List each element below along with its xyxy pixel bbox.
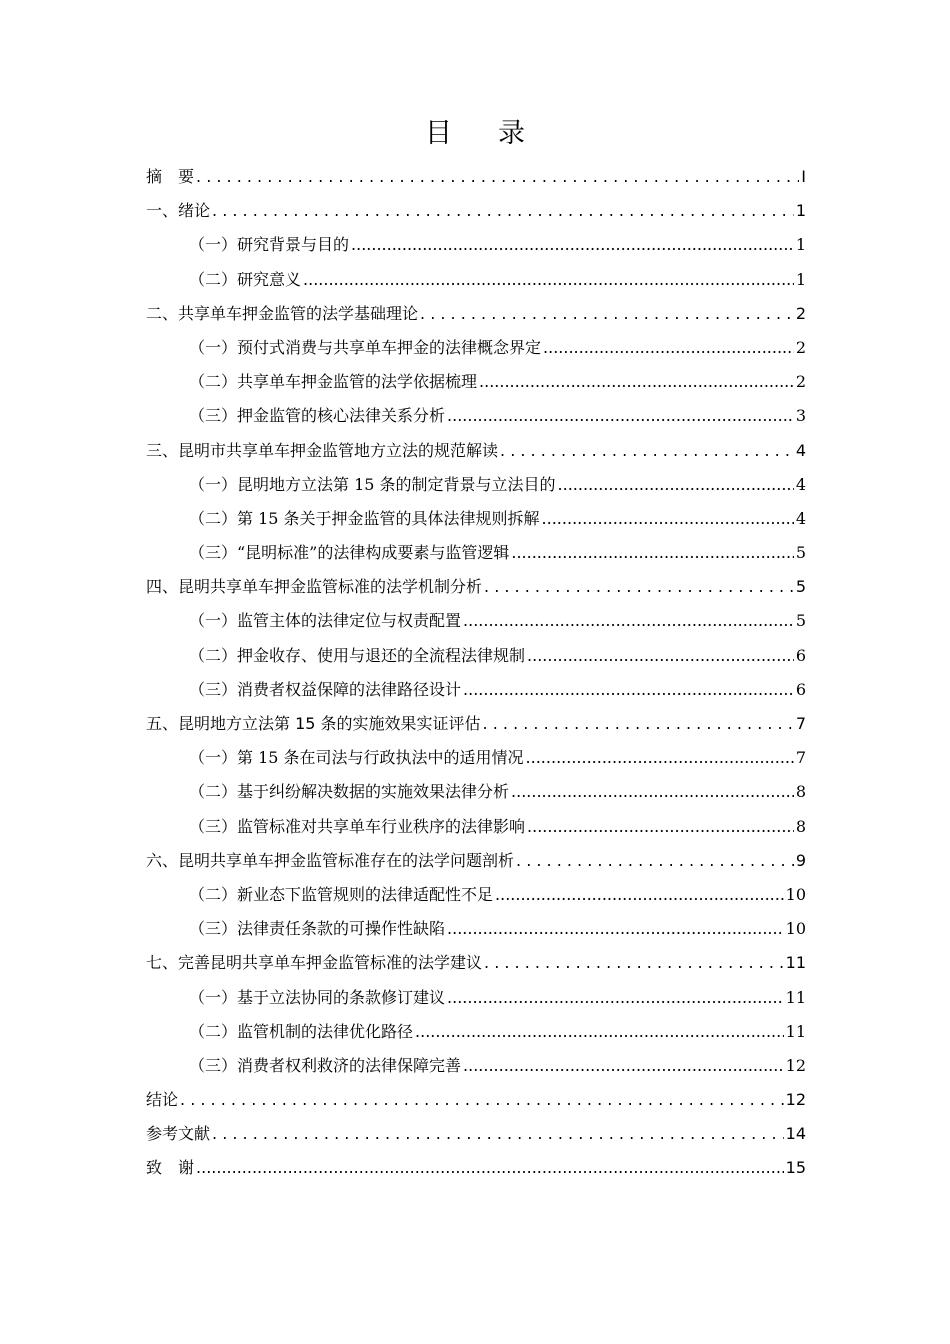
toc-entry-page: 12 (785, 1090, 806, 1110)
toc-entry[interactable] (146, 775, 806, 809)
dot-leader (447, 912, 784, 946)
toc-entry-page: 1 (795, 269, 806, 289)
toc-entry-label: （一）第 15 条在司法与行政执法中的适用情况 (189, 748, 524, 768)
dot-leader (463, 604, 794, 638)
toc-entry-label: 摘 要 (146, 167, 195, 186)
toc-entry[interactable] (146, 810, 806, 844)
toc-entry-page: 8 (795, 782, 806, 802)
toc-entry-label: 四、昆明共享单车押金监管标准的法学机制分析 (146, 577, 483, 597)
toc-entry-label: （二）新业态下监管规则的法律适配性不足 (189, 884, 494, 904)
dot-leader (558, 468, 794, 502)
toc-entry-page: 15 (785, 1158, 806, 1178)
dot-leader (420, 297, 794, 331)
toc-entry-label: （一）监管主体的法律定位与权责配置 (189, 611, 462, 631)
toc-entry-page: 11 (785, 987, 806, 1007)
toc-entry-label: （三）监管标准对共享单车行业秩序的法律影响 (189, 816, 526, 836)
toc-entry[interactable] (146, 673, 806, 707)
toc-entry-label: （一）基于立法协同的条款修订建议 (189, 987, 446, 1007)
toc-entry[interactable] (146, 1117, 806, 1151)
dot-leader (484, 570, 794, 604)
dot-leader (196, 160, 799, 194)
toc-entry-label: （三）“昆明标准”的法律构成要素与监管逻辑 (189, 543, 510, 563)
toc-entry-label: （一）昆明地方立法第 15 条的制定背景与立法目的 (189, 474, 556, 494)
toc-entry[interactable] (146, 946, 806, 980)
toc-entry-label: 一、绪论 (146, 201, 211, 221)
toc-entry-label: （二）研究意义 (189, 269, 302, 289)
toc-entry[interactable] (146, 263, 806, 297)
dot-leader (212, 1117, 784, 1151)
toc-entry[interactable] (146, 194, 806, 228)
toc-entry[interactable] (146, 536, 806, 570)
toc-entry-page: 6 (795, 679, 806, 699)
toc-entry-page: 7 (795, 714, 806, 733)
toc-list (146, 160, 806, 1186)
toc-entry[interactable] (146, 434, 806, 468)
toc-entry-page: 6 (795, 645, 806, 665)
toc-entry-label: 致 谢 (146, 1158, 195, 1178)
dot-leader (447, 399, 794, 433)
dot-leader (484, 946, 784, 980)
toc-entry-page: 5 (795, 543, 806, 563)
toc-entry[interactable] (146, 844, 806, 878)
dot-leader (479, 365, 794, 399)
dot-leader (463, 1049, 784, 1083)
toc-entry[interactable] (146, 365, 806, 399)
dot-leader (516, 844, 794, 878)
toc-entry[interactable] (146, 912, 806, 946)
toc-entry[interactable] (146, 331, 806, 365)
dot-leader (463, 673, 794, 707)
toc-entry[interactable] (146, 228, 806, 262)
toc-entry-label: 七、完善昆明共享单车押金监管标准的法学建议 (146, 953, 483, 973)
dot-leader (180, 1083, 784, 1117)
dot-leader (526, 741, 794, 775)
dot-leader (511, 775, 794, 809)
toc-entry-page: 2 (795, 337, 806, 357)
toc-entry[interactable] (146, 1083, 806, 1117)
toc-entry-page: 4 (795, 508, 806, 528)
toc-entry-page: 8 (795, 816, 806, 836)
toc-entry-page: 11 (785, 1021, 806, 1041)
toc-entry-page: 5 (795, 611, 806, 631)
toc-entry-label: 五、昆明地方立法第 15 条的实施效果实证评估 (146, 714, 481, 733)
dot-leader (495, 878, 784, 912)
toc-entry[interactable] (146, 741, 806, 775)
toc-entry[interactable] (146, 981, 806, 1015)
toc-entry[interactable] (146, 468, 806, 502)
toc-entry-label: 三、昆明市共享单车押金监管地方立法的规范解读 (146, 440, 499, 460)
toc-entry-label: （二）监管机制的法律优化路径 (189, 1021, 414, 1041)
toc-entry-label: （三）消费者权利救济的法律保障完善 (189, 1055, 462, 1075)
dot-leader (543, 331, 794, 365)
toc-entry-page: 3 (795, 406, 806, 426)
toc-entry[interactable] (146, 297, 806, 331)
toc-entry[interactable] (146, 570, 806, 604)
toc-entry-label: 六、昆明共享单车押金监管标准存在的法学问题剖析 (146, 850, 515, 870)
toc-entry-page: 2 (795, 303, 806, 323)
toc-entry-page: 4 (795, 474, 806, 494)
toc-entry[interactable] (146, 1015, 806, 1049)
toc-entry-label: （二）基于纠纷解决数据的实施效果法律分析 (189, 782, 510, 802)
dot-leader (542, 502, 794, 536)
toc-entry-label: （二）押金收存、使用与退还的全流程法律规制 (189, 645, 526, 665)
toc-entry-page: 7 (795, 748, 806, 768)
dot-leader (527, 810, 794, 844)
dot-leader (500, 434, 794, 468)
toc-entry-label: （三）法律责任条款的可操作性缺陷 (189, 919, 446, 939)
dot-leader (483, 707, 794, 741)
toc-entry-page: 2 (795, 372, 806, 392)
toc-entry[interactable] (146, 399, 806, 433)
toc-entry-label: （一）预付式消费与共享单车押金的法律概念界定 (189, 337, 542, 357)
toc-entry-label: 二、共享单车押金监管的法学基础理论 (146, 303, 419, 323)
toc-entry-page: I (801, 167, 806, 186)
toc-entry[interactable] (146, 639, 806, 673)
dot-leader (212, 194, 794, 228)
toc-entry-label: （二）第 15 条关于押金监管的具体法律规则拆解 (189, 508, 540, 528)
toc-entry-page: 4 (795, 440, 806, 460)
toc-entry-label: （二）共享单车押金监管的法学依据梳理 (189, 372, 478, 392)
toc-entry-label: （三）押金监管的核心法律关系分析 (189, 406, 446, 426)
dot-leader (511, 536, 793, 570)
toc-entry-page: 10 (785, 919, 806, 939)
toc-entry[interactable] (146, 1151, 806, 1185)
toc-entry[interactable] (146, 604, 806, 638)
toc-entry-label: （一）研究背景与目的 (189, 235, 350, 255)
toc-entry-page: 1 (795, 235, 806, 255)
toc-entry-label: （三）消费者权益保障的法律路径设计 (189, 679, 462, 699)
toc-entry-page: 10 (785, 884, 806, 904)
dot-leader (415, 1015, 784, 1049)
dot-leader (303, 263, 794, 297)
toc-entry-page: 1 (795, 201, 806, 221)
toc-entry-label: 参考文献 (146, 1124, 211, 1144)
toc-entry[interactable] (146, 502, 806, 536)
toc-entry-page: 14 (785, 1124, 806, 1144)
dot-leader (196, 1151, 784, 1185)
toc-entry-page: 11 (785, 953, 806, 973)
toc-entry-label: 结论 (146, 1090, 179, 1110)
toc-entry[interactable] (146, 1049, 806, 1083)
toc-entry[interactable] (146, 878, 806, 912)
toc-entry-page: 5 (795, 577, 806, 597)
toc-entry[interactable] (146, 160, 806, 194)
dot-leader (447, 981, 784, 1015)
toc-title: 目录 (425, 118, 571, 149)
toc-entry[interactable] (146, 707, 806, 741)
toc-entry-page: 12 (785, 1055, 806, 1075)
toc-entry-page: 9 (795, 850, 806, 870)
dot-leader (351, 228, 794, 262)
dot-leader (527, 639, 794, 673)
